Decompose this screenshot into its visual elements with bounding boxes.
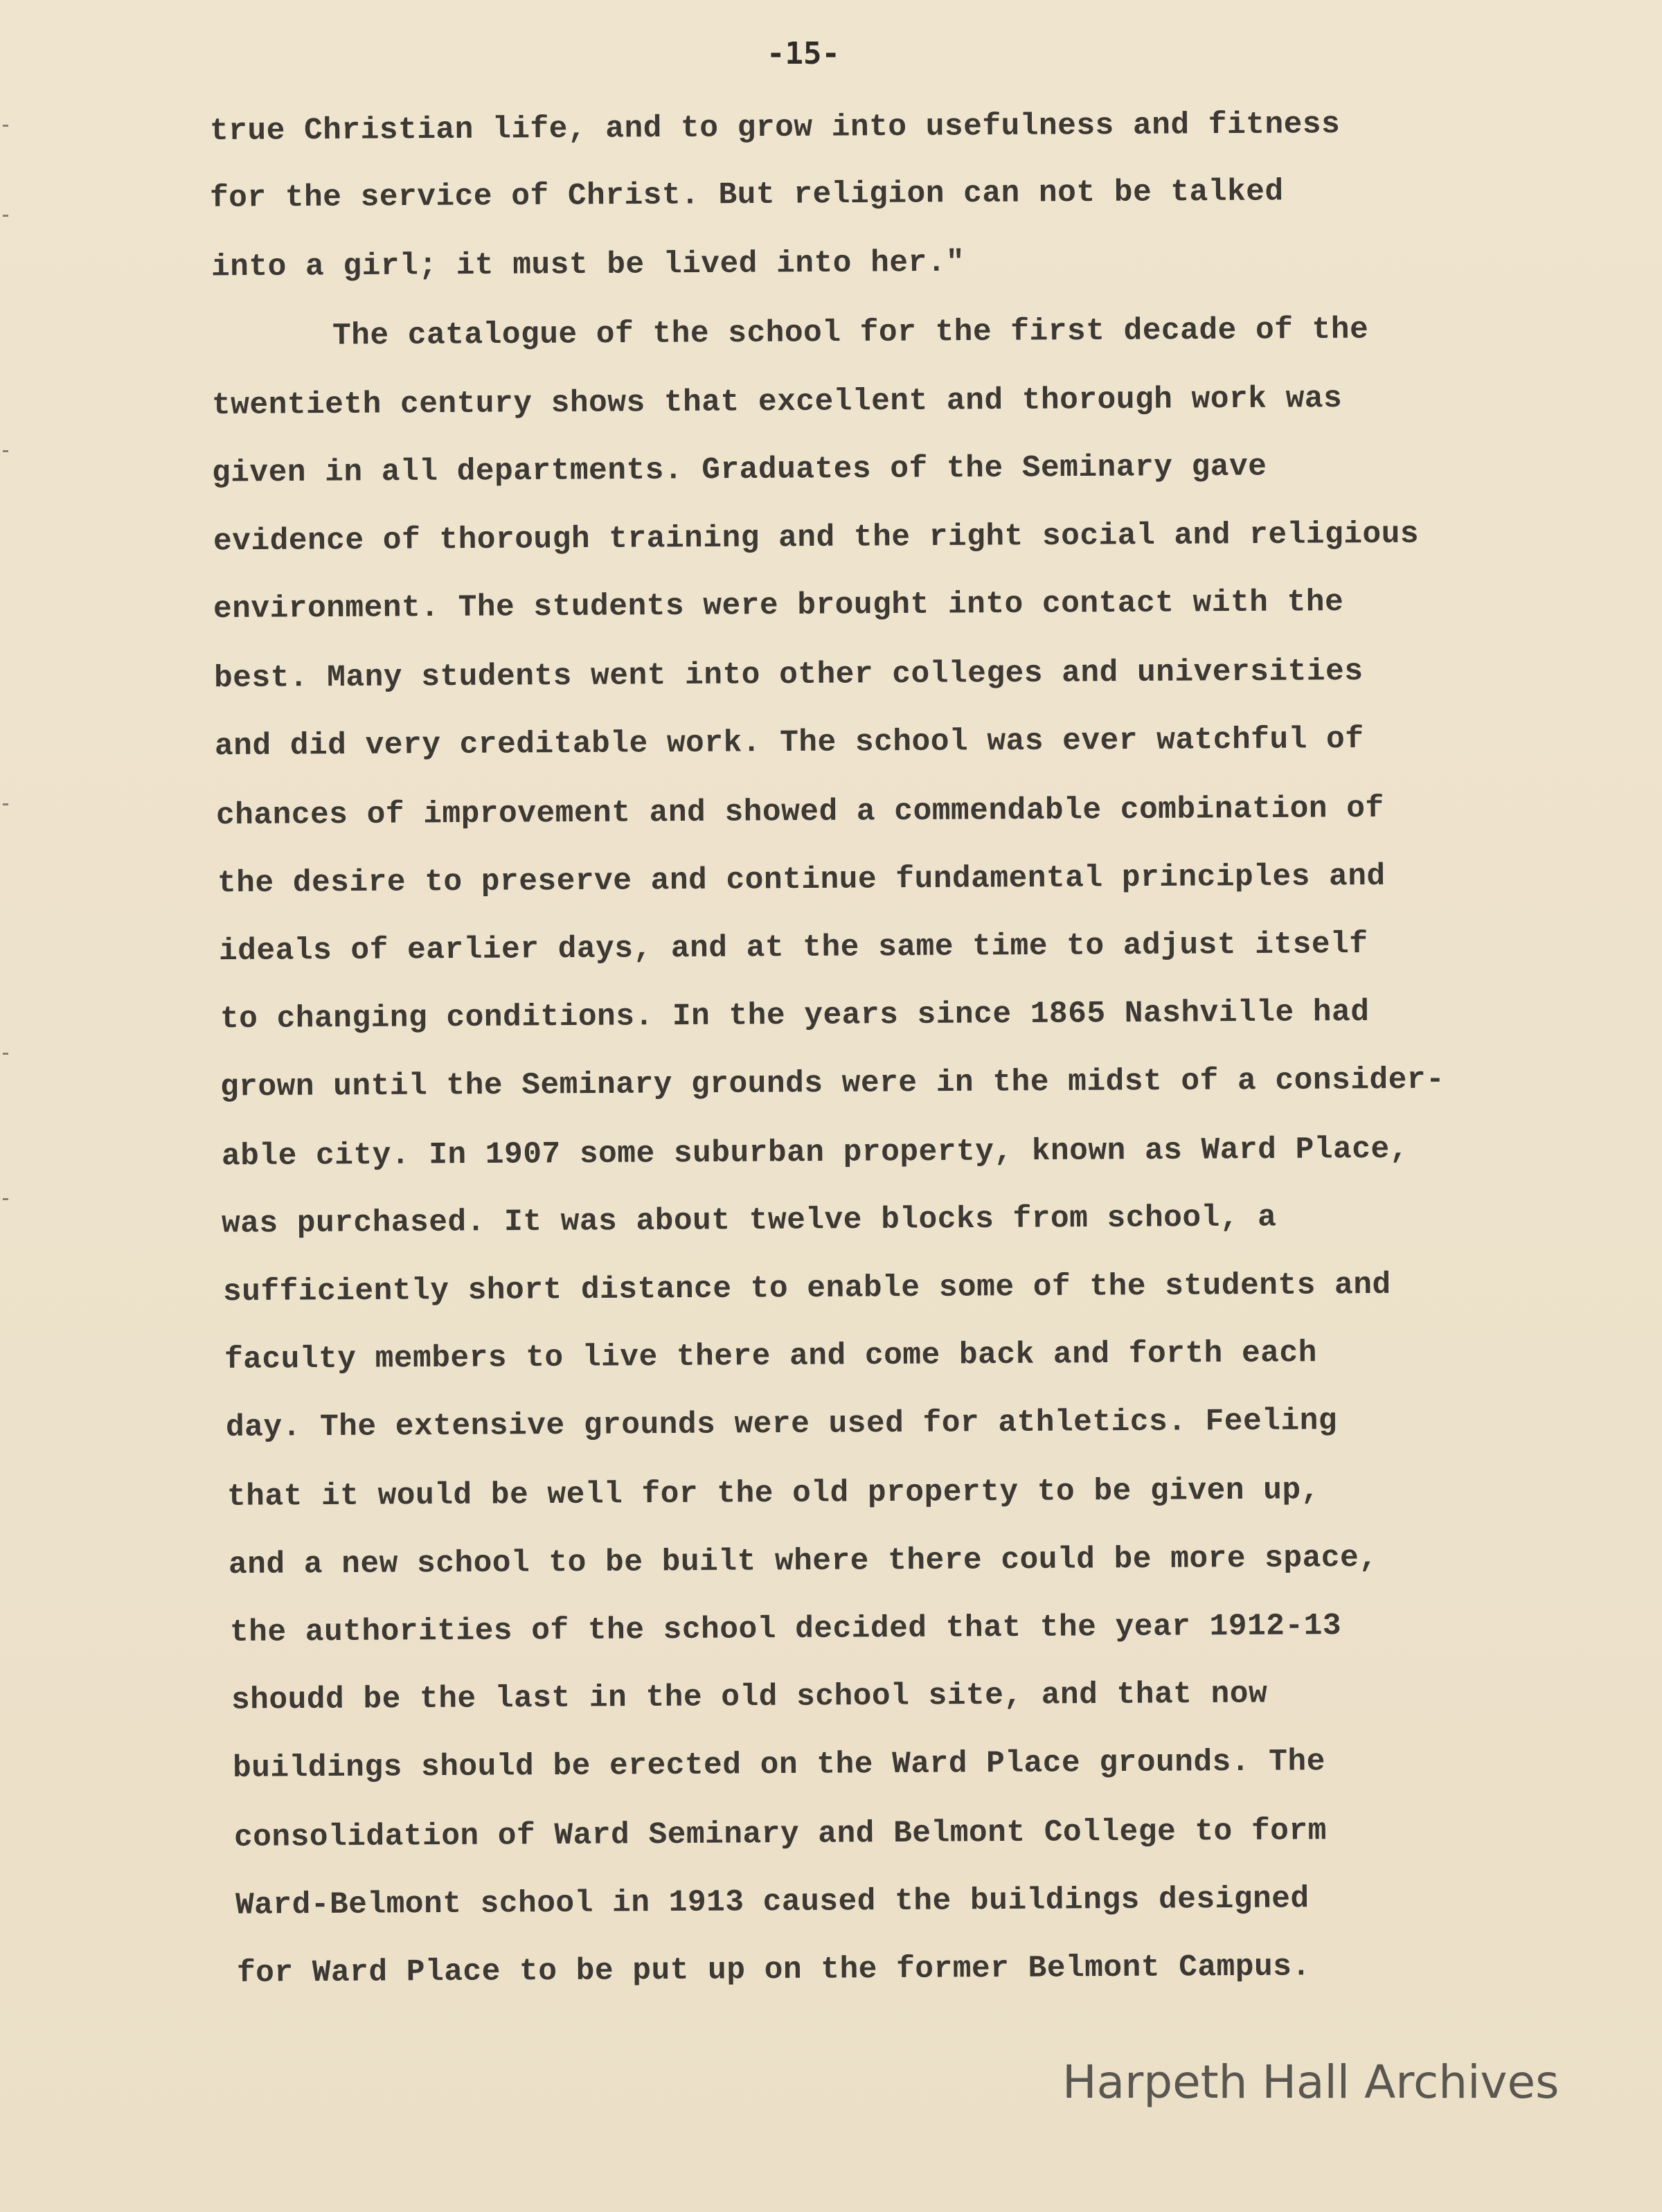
text-line: was purchased. It was about twelve blocks from school, a [221, 1200, 1277, 1242]
text-line: ideals of earlier days, and at the same time to adjust itself [218, 927, 1368, 970]
text-line: the authorities of the school decided that the year 1912-13 [229, 1609, 1342, 1650]
text-line: faculty members to live there and come back and forth each [224, 1336, 1317, 1377]
text-line: buildings should be erected on the Ward Place grounds. The [232, 1745, 1325, 1786]
text-line: grown until the Seminary grounds were in the midst of a consider- [220, 1062, 1445, 1105]
archive-watermark: Harpeth Hall Archives [1062, 2055, 1560, 2109]
edge-speck [3, 803, 8, 805]
text-line: sufficiently short distance to enable some of the students and [222, 1267, 1391, 1310]
text-line: Ward-Belmont school in 1913 caused the buildings designed [235, 1882, 1310, 1923]
text-line: able city. In 1907 some suburban property, known as Ward Place, [221, 1132, 1409, 1175]
text-line: and a new school to be built where there could be more space, [228, 1540, 1378, 1583]
page-number: -15- [767, 36, 840, 71]
text-line: and did very creditable work. The school was ever watchful of [214, 722, 1364, 765]
text-line: to changing conditions. In the years since 1865 Nashville had [220, 994, 1370, 1037]
edge-speck [3, 1198, 8, 1200]
edge-speck [3, 1053, 8, 1055]
text-line: environment. The students were brought into contact with the [213, 585, 1344, 627]
text-line: The catalogue of the school for the first decade of the [332, 312, 1369, 354]
text-line: best. Many students went into other colleges and universities [213, 654, 1364, 697]
text-line: for Ward Place to be put up on the former Belmont Campus. [236, 1950, 1311, 1991]
text-line: for the service of Christ. But religion can not be talked [209, 175, 1284, 216]
edge-speck [3, 215, 8, 217]
text-line: chances of improvement and showed a commendable combination of [215, 791, 1384, 834]
text-line: shoudd be the last in the old school site, and that now [231, 1677, 1268, 1718]
text-line: into a girl; it must be lived into her." [211, 245, 965, 285]
text-line: that it would be well for the old property to be given up, [226, 1473, 1320, 1515]
edge-speck [3, 450, 8, 452]
edge-speck [3, 125, 8, 127]
text-line: the desire to preserve and continue fundamental principles and [217, 859, 1386, 902]
text-line: true Christian life, and to grow into usefulness and fitness [209, 107, 1341, 149]
text-line: twentieth century shows that excellent and thorough work was [211, 382, 1343, 423]
text-line: given in all departments. Graduates of the Seminary gave [211, 449, 1267, 491]
text-line: consolidation of Ward Seminary and Belmont College to form [233, 1814, 1327, 1855]
text-line: evidence of thorough training and the right social and religious [213, 517, 1420, 560]
text-line: day. The extensive grounds were used for athletics. Feeling [225, 1404, 1338, 1445]
